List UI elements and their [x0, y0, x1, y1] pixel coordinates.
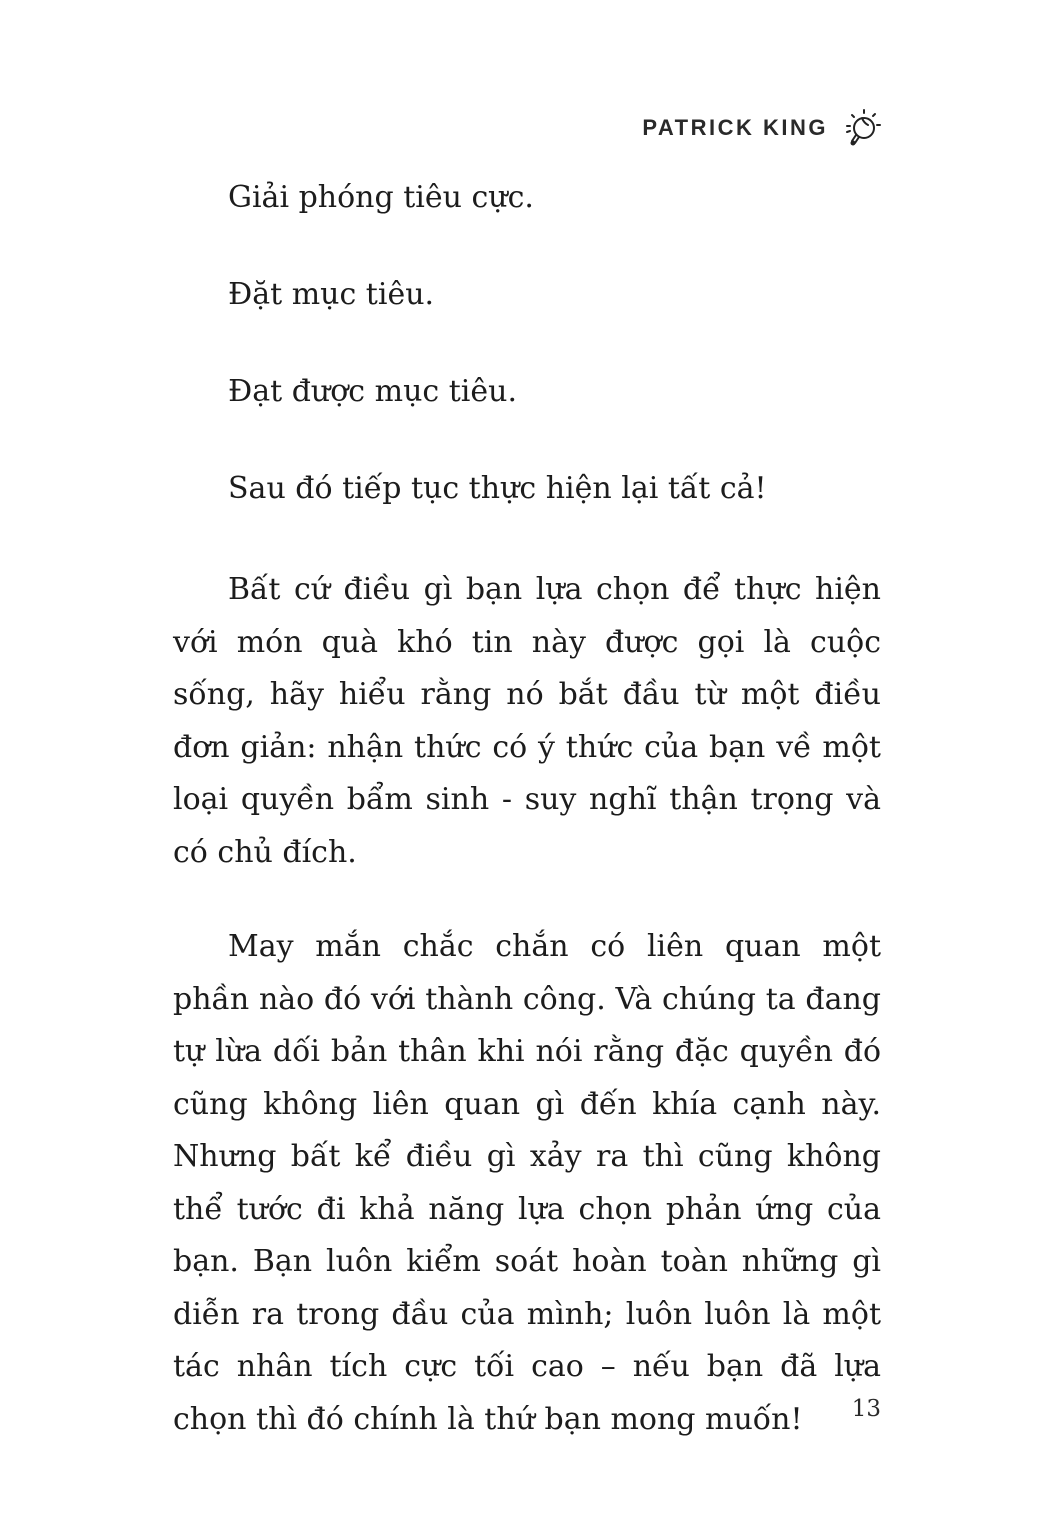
body-paragraph: May mắn chắc chắn có liên quan một phần nào đó với thành công. Và chúng ta đang tự lừa dối bản thân khi nói rằng đặc quyền đó cũng không liên quan gì đến khía cạnh này. Nhưng bất kể điều gì xảy ra thì cũng không thể tước đi khả năng lựa chọn phản ứng của bạn. Bạn luôn kiểm soát hoàn toàn những gì diễn ra trong đầu của mình; luôn luôn là một tác nhân tích cực tối cao – nếu bạn đã lựa chọn thì đó chính là thứ bạn mong muốn! [173, 929, 881, 1437]
page-body [173, 176, 881, 1488]
body-paragraph: Bất cứ điều gì bạn lựa chọn để thực hiện với món quà khó tin này được gọi là cuộc sống, hãy hiểu rằng nó bắt đầu từ một điều đơn giản: nhận thức có ý thức của bạn về một loại quyền bẩm sinh - suy nghĩ thận trọng và có chủ đích. [173, 572, 881, 870]
running-header [642, 108, 882, 148]
body-line: Đặt mục tiêu. [228, 277, 435, 312]
page-number: 13 [851, 1396, 881, 1422]
lightbulb-icon [842, 108, 882, 148]
author-name: PATRICK KING [642, 115, 828, 140]
body-line: Đạt được mục tiêu. [228, 374, 517, 409]
body-line: Giải phóng tiêu cực. [228, 180, 534, 215]
body-line: Sau đó tiếp tục thực hiện lại tất cả! [228, 471, 767, 506]
